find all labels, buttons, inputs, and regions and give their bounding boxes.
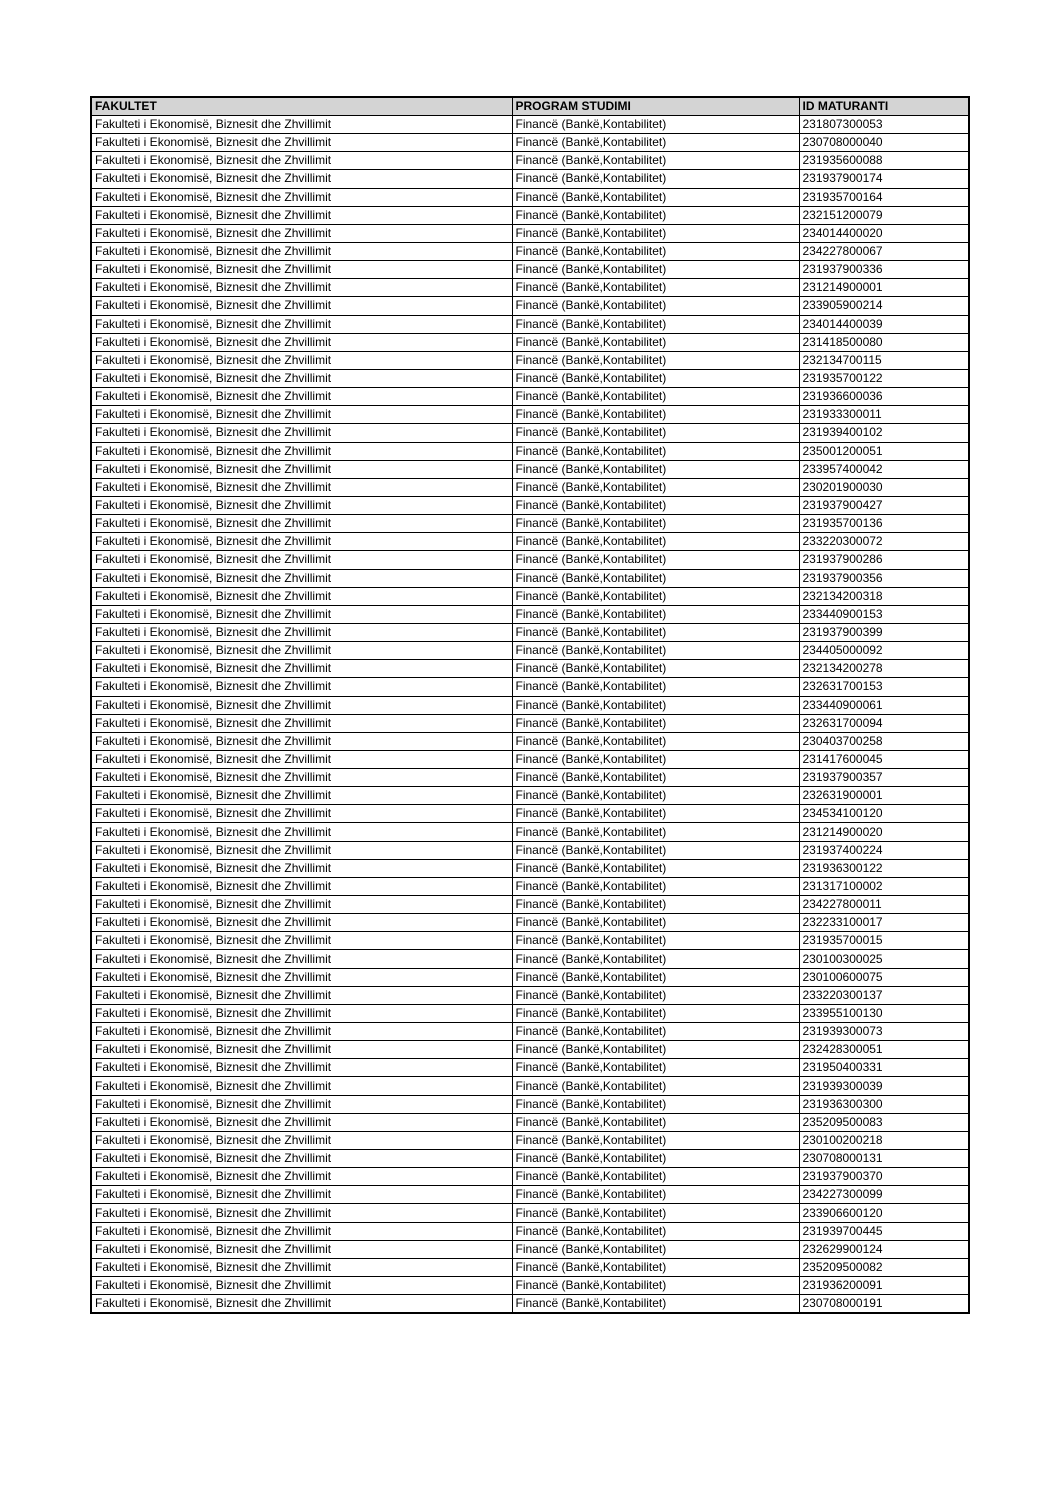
table-row <box>91 769 969 787</box>
cell-id-maturanti: 233440900061 <box>799 696 969 714</box>
cell-id-maturanti: 234405000092 <box>799 642 969 660</box>
cell-id-maturanti: 231935700136 <box>799 515 969 533</box>
cell-id-maturanti: 233440900153 <box>799 605 969 623</box>
cell-program: Financë (Bankë,Kontabilitet) <box>512 769 799 787</box>
cell-fakultet: Fakulteti i Ekonomisë, Biznesit dhe Zhvillimit <box>91 333 512 351</box>
table-row <box>91 642 969 660</box>
cell-id-maturanti: 231935700164 <box>799 188 969 206</box>
cell-fakultet: Fakulteti i Ekonomisë, Biznesit dhe Zhvillimit <box>91 170 512 188</box>
cell-id-maturanti: 231935700122 <box>799 369 969 387</box>
cell-fakultet: Fakulteti i Ekonomisë, Biznesit dhe Zhvillimit <box>91 750 512 768</box>
table-row <box>91 787 969 805</box>
cell-id-maturanti: 231950400331 <box>799 1059 969 1077</box>
table-row <box>91 678 969 696</box>
cell-id-maturanti: 231936200091 <box>799 1277 969 1295</box>
cell-fakultet: Fakulteti i Ekonomisë, Biznesit dhe Zhvillimit <box>91 787 512 805</box>
cell-id-maturanti: 231939300073 <box>799 1023 969 1041</box>
cell-fakultet: Fakulteti i Ekonomisë, Biznesit dhe Zhvillimit <box>91 1131 512 1149</box>
cell-program: Financë (Bankë,Kontabilitet) <box>512 460 799 478</box>
table-row <box>91 914 969 932</box>
cell-id-maturanti: 231937400224 <box>799 841 969 859</box>
cell-id-maturanti: 232631700094 <box>799 714 969 732</box>
cell-fakultet: Fakulteti i Ekonomisë, Biznesit dhe Zhvillimit <box>91 551 512 569</box>
table-row <box>91 986 969 1004</box>
table-row <box>91 823 969 841</box>
table-row <box>91 1059 969 1077</box>
cell-fakultet: Fakulteti i Ekonomisë, Biznesit dhe Zhvillimit <box>91 279 512 297</box>
cell-fakultet: Fakulteti i Ekonomisë, Biznesit dhe Zhvillimit <box>91 315 512 333</box>
cell-fakultet: Fakulteti i Ekonomisë, Biznesit dhe Zhvillimit <box>91 206 512 224</box>
table-row <box>91 696 969 714</box>
cell-program: Financë (Bankë,Kontabilitet) <box>512 1041 799 1059</box>
cell-fakultet: Fakulteti i Ekonomisë, Biznesit dhe Zhvillimit <box>91 442 512 460</box>
cell-program: Financë (Bankë,Kontabilitet) <box>512 1095 799 1113</box>
cell-id-maturanti: 231418500080 <box>799 333 969 351</box>
cell-program: Financë (Bankë,Kontabilitet) <box>512 642 799 660</box>
cell-fakultet: Fakulteti i Ekonomisë, Biznesit dhe Zhvillimit <box>91 242 512 260</box>
cell-program: Financë (Bankë,Kontabilitet) <box>512 605 799 623</box>
cell-fakultet: Fakulteti i Ekonomisë, Biznesit dhe Zhvillimit <box>91 460 512 478</box>
cell-fakultet: Fakulteti i Ekonomisë, Biznesit dhe Zhvillimit <box>91 1095 512 1113</box>
cell-id-maturanti: 233220300072 <box>799 533 969 551</box>
cell-fakultet: Fakulteti i Ekonomisë, Biznesit dhe Zhvillimit <box>91 805 512 823</box>
cell-program: Financë (Bankë,Kontabilitet) <box>512 279 799 297</box>
cell-fakultet: Fakulteti i Ekonomisë, Biznesit dhe Zhvillimit <box>91 478 512 496</box>
cell-fakultet: Fakulteti i Ekonomisë, Biznesit dhe Zhvillimit <box>91 896 512 914</box>
table-row <box>91 388 969 406</box>
cell-id-maturanti: 233905900214 <box>799 297 969 315</box>
cell-fakultet: Fakulteti i Ekonomisë, Biznesit dhe Zhvillimit <box>91 1004 512 1022</box>
table-row <box>91 1258 969 1276</box>
cell-program: Financë (Bankë,Kontabilitet) <box>512 224 799 242</box>
cell-id-maturanti: 231939300039 <box>799 1077 969 1095</box>
cell-fakultet: Fakulteti i Ekonomisë, Biznesit dhe Zhvillimit <box>91 261 512 279</box>
cell-id-maturanti: 233955100130 <box>799 1004 969 1022</box>
cell-id-maturanti: 235209500082 <box>799 1258 969 1276</box>
students-table <box>90 96 970 1314</box>
cell-program: Financë (Bankë,Kontabilitet) <box>512 968 799 986</box>
table-row <box>91 242 969 260</box>
cell-fakultet: Fakulteti i Ekonomisë, Biznesit dhe Zhvillimit <box>91 496 512 514</box>
cell-id-maturanti: 235001200051 <box>799 442 969 460</box>
cell-program: Financë (Bankë,Kontabilitet) <box>512 315 799 333</box>
cell-program: Financë (Bankë,Kontabilitet) <box>512 1023 799 1041</box>
cell-program: Financë (Bankë,Kontabilitet) <box>512 1131 799 1149</box>
cell-program: Financë (Bankë,Kontabilitet) <box>512 569 799 587</box>
cell-fakultet: Fakulteti i Ekonomisë, Biznesit dhe Zhvillimit <box>91 968 512 986</box>
cell-program: Financë (Bankë,Kontabilitet) <box>512 1295 799 1314</box>
cell-id-maturanti: 233220300137 <box>799 986 969 1004</box>
table-row <box>91 859 969 877</box>
header-id-maturanti: ID MATURANTI <box>799 97 969 116</box>
cell-program: Financë (Bankë,Kontabilitet) <box>512 877 799 895</box>
cell-id-maturanti: 231936600036 <box>799 388 969 406</box>
cell-id-maturanti: 230708000040 <box>799 134 969 152</box>
cell-program: Financë (Bankë,Kontabilitet) <box>512 787 799 805</box>
table-row <box>91 478 969 496</box>
cell-program: Financë (Bankë,Kontabilitet) <box>512 714 799 732</box>
cell-id-maturanti: 231936300300 <box>799 1095 969 1113</box>
cell-id-maturanti: 231935600088 <box>799 152 969 170</box>
table-row <box>91 279 969 297</box>
table-row <box>91 1113 969 1131</box>
cell-program: Financë (Bankë,Kontabilitet) <box>512 660 799 678</box>
cell-program: Financë (Bankë,Kontabilitet) <box>512 1113 799 1131</box>
table-row <box>91 732 969 750</box>
table-row <box>91 496 969 514</box>
table-row <box>91 116 969 134</box>
cell-fakultet: Fakulteti i Ekonomisë, Biznesit dhe Zhvillimit <box>91 877 512 895</box>
cell-program: Financë (Bankë,Kontabilitet) <box>512 1059 799 1077</box>
cell-id-maturanti: 231939700445 <box>799 1222 969 1240</box>
cell-program: Financë (Bankë,Kontabilitet) <box>512 116 799 134</box>
cell-fakultet: Fakulteti i Ekonomisë, Biznesit dhe Zhvillimit <box>91 714 512 732</box>
cell-id-maturanti: 234227300099 <box>799 1186 969 1204</box>
cell-program: Financë (Bankë,Kontabilitet) <box>512 805 799 823</box>
cell-program: Financë (Bankë,Kontabilitet) <box>512 369 799 387</box>
cell-id-maturanti: 231935700015 <box>799 932 969 950</box>
cell-id-maturanti: 230708000191 <box>799 1295 969 1314</box>
cell-fakultet: Fakulteti i Ekonomisë, Biznesit dhe Zhvillimit <box>91 116 512 134</box>
table-row <box>91 460 969 478</box>
cell-fakultet: Fakulteti i Ekonomisë, Biznesit dhe Zhvillimit <box>91 1041 512 1059</box>
cell-id-maturanti: 230403700258 <box>799 732 969 750</box>
cell-program: Financë (Bankë,Kontabilitet) <box>512 152 799 170</box>
cell-fakultet: Fakulteti i Ekonomisë, Biznesit dhe Zhvillimit <box>91 369 512 387</box>
cell-fakultet: Fakulteti i Ekonomisë, Biznesit dhe Zhvillimit <box>91 351 512 369</box>
cell-fakultet: Fakulteti i Ekonomisë, Biznesit dhe Zhvillimit <box>91 1240 512 1258</box>
cell-fakultet: Fakulteti i Ekonomisë, Biznesit dhe Zhvillimit <box>91 1077 512 1095</box>
cell-id-maturanti: 231937900370 <box>799 1168 969 1186</box>
cell-fakultet: Fakulteti i Ekonomisë, Biznesit dhe Zhvillimit <box>91 1113 512 1131</box>
cell-program: Financë (Bankë,Kontabilitet) <box>512 896 799 914</box>
cell-id-maturanti: 232151200079 <box>799 206 969 224</box>
cell-id-maturanti: 231214900001 <box>799 279 969 297</box>
cell-program: Financë (Bankë,Kontabilitet) <box>512 170 799 188</box>
cell-id-maturanti: 230201900030 <box>799 478 969 496</box>
table-row <box>91 623 969 641</box>
cell-id-maturanti: 233957400042 <box>799 460 969 478</box>
cell-program: Financë (Bankë,Kontabilitet) <box>512 424 799 442</box>
cell-fakultet: Fakulteti i Ekonomisë, Biznesit dhe Zhvillimit <box>91 914 512 932</box>
cell-program: Financë (Bankë,Kontabilitet) <box>512 188 799 206</box>
cell-program: Financë (Bankë,Kontabilitet) <box>512 406 799 424</box>
cell-id-maturanti: 232631700153 <box>799 678 969 696</box>
cell-program: Financë (Bankë,Kontabilitet) <box>512 442 799 460</box>
table-row <box>91 442 969 460</box>
cell-id-maturanti: 231936300122 <box>799 859 969 877</box>
cell-id-maturanti: 231937900427 <box>799 496 969 514</box>
cell-fakultet: Fakulteti i Ekonomisë, Biznesit dhe Zhvillimit <box>91 1168 512 1186</box>
cell-id-maturanti: 232428300051 <box>799 1041 969 1059</box>
cell-id-maturanti: 232631900001 <box>799 787 969 805</box>
cell-id-maturanti: 231937900336 <box>799 261 969 279</box>
cell-id-maturanti: 230708000131 <box>799 1150 969 1168</box>
cell-id-maturanti: 231317100002 <box>799 877 969 895</box>
cell-fakultet: Fakulteti i Ekonomisë, Biznesit dhe Zhvillimit <box>91 1258 512 1276</box>
cell-program: Financë (Bankë,Kontabilitet) <box>512 841 799 859</box>
cell-fakultet: Fakulteti i Ekonomisë, Biznesit dhe Zhvillimit <box>91 859 512 877</box>
cell-id-maturanti: 231937900286 <box>799 551 969 569</box>
cell-id-maturanti: 234227800011 <box>799 896 969 914</box>
table-row <box>91 896 969 914</box>
cell-id-maturanti: 231214900020 <box>799 823 969 841</box>
cell-id-maturanti: 234014400020 <box>799 224 969 242</box>
cell-fakultet: Fakulteti i Ekonomisë, Biznesit dhe Zhvillimit <box>91 1023 512 1041</box>
cell-fakultet: Fakulteti i Ekonomisë, Biznesit dhe Zhvillimit <box>91 1277 512 1295</box>
table-row <box>91 1150 969 1168</box>
cell-program: Financë (Bankë,Kontabilitet) <box>512 551 799 569</box>
table-row <box>91 224 969 242</box>
cell-program: Financë (Bankë,Kontabilitet) <box>512 206 799 224</box>
cell-fakultet: Fakulteti i Ekonomisë, Biznesit dhe Zhvillimit <box>91 533 512 551</box>
table-row <box>91 551 969 569</box>
cell-fakultet: Fakulteti i Ekonomisë, Biznesit dhe Zhvillimit <box>91 1204 512 1222</box>
cell-id-maturanti: 232233100017 <box>799 914 969 932</box>
table-row <box>91 1168 969 1186</box>
cell-id-maturanti: 231417600045 <box>799 750 969 768</box>
table-row <box>91 1041 969 1059</box>
cell-fakultet: Fakulteti i Ekonomisë, Biznesit dhe Zhvillimit <box>91 1059 512 1077</box>
table-row <box>91 1131 969 1149</box>
cell-fakultet: Fakulteti i Ekonomisë, Biznesit dhe Zhvillimit <box>91 152 512 170</box>
header-fakultet: FAKULTET <box>91 97 512 116</box>
cell-program: Financë (Bankë,Kontabilitet) <box>512 261 799 279</box>
cell-program: Financë (Bankë,Kontabilitet) <box>512 1258 799 1276</box>
cell-fakultet: Fakulteti i Ekonomisë, Biznesit dhe Zhvillimit <box>91 424 512 442</box>
cell-id-maturanti: 234227800067 <box>799 242 969 260</box>
cell-program: Financë (Bankë,Kontabilitet) <box>512 496 799 514</box>
cell-id-maturanti: 231937900399 <box>799 623 969 641</box>
cell-program: Financë (Bankë,Kontabilitet) <box>512 732 799 750</box>
cell-fakultet: Fakulteti i Ekonomisë, Biznesit dhe Zhvillimit <box>91 188 512 206</box>
cell-id-maturanti: 232134200318 <box>799 587 969 605</box>
table-row <box>91 351 969 369</box>
cell-fakultet: Fakulteti i Ekonomisë, Biznesit dhe Zhvillimit <box>91 732 512 750</box>
cell-id-maturanti: 234534100120 <box>799 805 969 823</box>
table-row <box>91 932 969 950</box>
cell-program: Financë (Bankë,Kontabilitet) <box>512 823 799 841</box>
table-row <box>91 315 969 333</box>
table-row <box>91 1277 969 1295</box>
table-row <box>91 170 969 188</box>
table-row <box>91 605 969 623</box>
cell-fakultet: Fakulteti i Ekonomisë, Biznesit dhe Zhvillimit <box>91 678 512 696</box>
cell-id-maturanti: 231937900357 <box>799 769 969 787</box>
cell-id-maturanti: 231937900174 <box>799 170 969 188</box>
table-row <box>91 152 969 170</box>
cell-program: Financë (Bankë,Kontabilitet) <box>512 1222 799 1240</box>
table-row <box>91 1222 969 1240</box>
cell-fakultet: Fakulteti i Ekonomisë, Biznesit dhe Zhvillimit <box>91 134 512 152</box>
table-row <box>91 805 969 823</box>
table-row <box>91 333 969 351</box>
cell-program: Financë (Bankë,Kontabilitet) <box>512 1204 799 1222</box>
table-row <box>91 950 969 968</box>
cell-program: Financë (Bankë,Kontabilitet) <box>512 297 799 315</box>
cell-program: Financë (Bankë,Kontabilitet) <box>512 134 799 152</box>
table-row <box>91 1240 969 1258</box>
cell-id-maturanti: 231807300053 <box>799 116 969 134</box>
cell-fakultet: Fakulteti i Ekonomisë, Biznesit dhe Zhvillimit <box>91 587 512 605</box>
table-row <box>91 714 969 732</box>
cell-id-maturanti: 234014400039 <box>799 315 969 333</box>
cell-fakultet: Fakulteti i Ekonomisë, Biznesit dhe Zhvillimit <box>91 660 512 678</box>
cell-program: Financë (Bankë,Kontabilitet) <box>512 1150 799 1168</box>
cell-id-maturanti: 231939400102 <box>799 424 969 442</box>
cell-id-maturanti: 230100600075 <box>799 968 969 986</box>
table-row <box>91 1295 969 1314</box>
cell-program: Financë (Bankë,Kontabilitet) <box>512 1168 799 1186</box>
table-row <box>91 261 969 279</box>
cell-fakultet: Fakulteti i Ekonomisë, Biznesit dhe Zhvillimit <box>91 769 512 787</box>
table-row <box>91 206 969 224</box>
cell-fakultet: Fakulteti i Ekonomisë, Biznesit dhe Zhvillimit <box>91 696 512 714</box>
table-row <box>91 968 969 986</box>
cell-program: Financë (Bankë,Kontabilitet) <box>512 388 799 406</box>
cell-id-maturanti: 231933300011 <box>799 406 969 424</box>
cell-fakultet: Fakulteti i Ekonomisë, Biznesit dhe Zhvillimit <box>91 1186 512 1204</box>
cell-fakultet: Fakulteti i Ekonomisë, Biznesit dhe Zhvillimit <box>91 569 512 587</box>
table-row <box>91 369 969 387</box>
cell-fakultet: Fakulteti i Ekonomisë, Biznesit dhe Zhvillimit <box>91 841 512 859</box>
table-row <box>91 297 969 315</box>
cell-program: Financë (Bankë,Kontabilitet) <box>512 696 799 714</box>
cell-fakultet: Fakulteti i Ekonomisë, Biznesit dhe Zhvillimit <box>91 297 512 315</box>
table-row <box>91 841 969 859</box>
table-row <box>91 1186 969 1204</box>
table-row <box>91 877 969 895</box>
cell-program: Financë (Bankë,Kontabilitet) <box>512 932 799 950</box>
table-row <box>91 134 969 152</box>
cell-id-maturanti: 232134700115 <box>799 351 969 369</box>
table-row <box>91 1023 969 1041</box>
table-row <box>91 1077 969 1095</box>
cell-fakultet: Fakulteti i Ekonomisë, Biznesit dhe Zhvillimit <box>91 1222 512 1240</box>
cell-fakultet: Fakulteti i Ekonomisë, Biznesit dhe Zhvillimit <box>91 950 512 968</box>
cell-program: Financë (Bankë,Kontabilitet) <box>512 1277 799 1295</box>
cell-fakultet: Fakulteti i Ekonomisë, Biznesit dhe Zhvillimit <box>91 1295 512 1314</box>
cell-id-maturanti: 231937900356 <box>799 569 969 587</box>
cell-program: Financë (Bankë,Kontabilitet) <box>512 950 799 968</box>
cell-program: Financë (Bankë,Kontabilitet) <box>512 623 799 641</box>
cell-fakultet: Fakulteti i Ekonomisë, Biznesit dhe Zhvillimit <box>91 986 512 1004</box>
data-sheet <box>90 96 970 1314</box>
cell-id-maturanti: 232134200278 <box>799 660 969 678</box>
table-row <box>91 750 969 768</box>
table-row <box>91 1095 969 1113</box>
cell-program: Financë (Bankë,Kontabilitet) <box>512 914 799 932</box>
cell-fakultet: Fakulteti i Ekonomisë, Biznesit dhe Zhvillimit <box>91 623 512 641</box>
cell-program: Financë (Bankë,Kontabilitet) <box>512 242 799 260</box>
cell-fakultet: Fakulteti i Ekonomisë, Biznesit dhe Zhvillimit <box>91 224 512 242</box>
table-row <box>91 515 969 533</box>
cell-fakultet: Fakulteti i Ekonomisë, Biznesit dhe Zhvillimit <box>91 1150 512 1168</box>
cell-id-maturanti: 230100300025 <box>799 950 969 968</box>
cell-program: Financë (Bankë,Kontabilitet) <box>512 478 799 496</box>
cell-fakultet: Fakulteti i Ekonomisë, Biznesit dhe Zhvillimit <box>91 932 512 950</box>
header-program-studimi: PROGRAM STUDIMI <box>512 97 799 116</box>
cell-id-maturanti: 235209500083 <box>799 1113 969 1131</box>
cell-program: Financë (Bankë,Kontabilitet) <box>512 859 799 877</box>
cell-id-maturanti: 233906600120 <box>799 1204 969 1222</box>
cell-program: Financë (Bankë,Kontabilitet) <box>512 1077 799 1095</box>
table-body <box>91 116 969 1314</box>
cell-id-maturanti: 232629900124 <box>799 1240 969 1258</box>
cell-fakultet: Fakulteti i Ekonomisë, Biznesit dhe Zhvillimit <box>91 388 512 406</box>
cell-id-maturanti: 230100200218 <box>799 1131 969 1149</box>
table-row <box>91 660 969 678</box>
table-row <box>91 406 969 424</box>
table-row <box>91 424 969 442</box>
cell-program: Financë (Bankë,Kontabilitet) <box>512 533 799 551</box>
cell-program: Financë (Bankë,Kontabilitet) <box>512 986 799 1004</box>
table-row <box>91 533 969 551</box>
cell-program: Financë (Bankë,Kontabilitet) <box>512 515 799 533</box>
cell-program: Financë (Bankë,Kontabilitet) <box>512 750 799 768</box>
cell-program: Financë (Bankë,Kontabilitet) <box>512 587 799 605</box>
cell-program: Financë (Bankë,Kontabilitet) <box>512 1004 799 1022</box>
cell-program: Financë (Bankë,Kontabilitet) <box>512 1186 799 1204</box>
header-row <box>91 97 969 116</box>
table-row <box>91 587 969 605</box>
cell-program: Financë (Bankë,Kontabilitet) <box>512 351 799 369</box>
cell-fakultet: Fakulteti i Ekonomisë, Biznesit dhe Zhvillimit <box>91 605 512 623</box>
table-row <box>91 1204 969 1222</box>
cell-fakultet: Fakulteti i Ekonomisë, Biznesit dhe Zhvillimit <box>91 515 512 533</box>
cell-program: Financë (Bankë,Kontabilitet) <box>512 333 799 351</box>
table-row <box>91 1004 969 1022</box>
table-row <box>91 188 969 206</box>
cell-fakultet: Fakulteti i Ekonomisë, Biznesit dhe Zhvillimit <box>91 406 512 424</box>
cell-fakultet: Fakulteti i Ekonomisë, Biznesit dhe Zhvillimit <box>91 642 512 660</box>
cell-program: Financë (Bankë,Kontabilitet) <box>512 1240 799 1258</box>
table-row <box>91 569 969 587</box>
cell-fakultet: Fakulteti i Ekonomisë, Biznesit dhe Zhvillimit <box>91 823 512 841</box>
cell-program: Financë (Bankë,Kontabilitet) <box>512 678 799 696</box>
